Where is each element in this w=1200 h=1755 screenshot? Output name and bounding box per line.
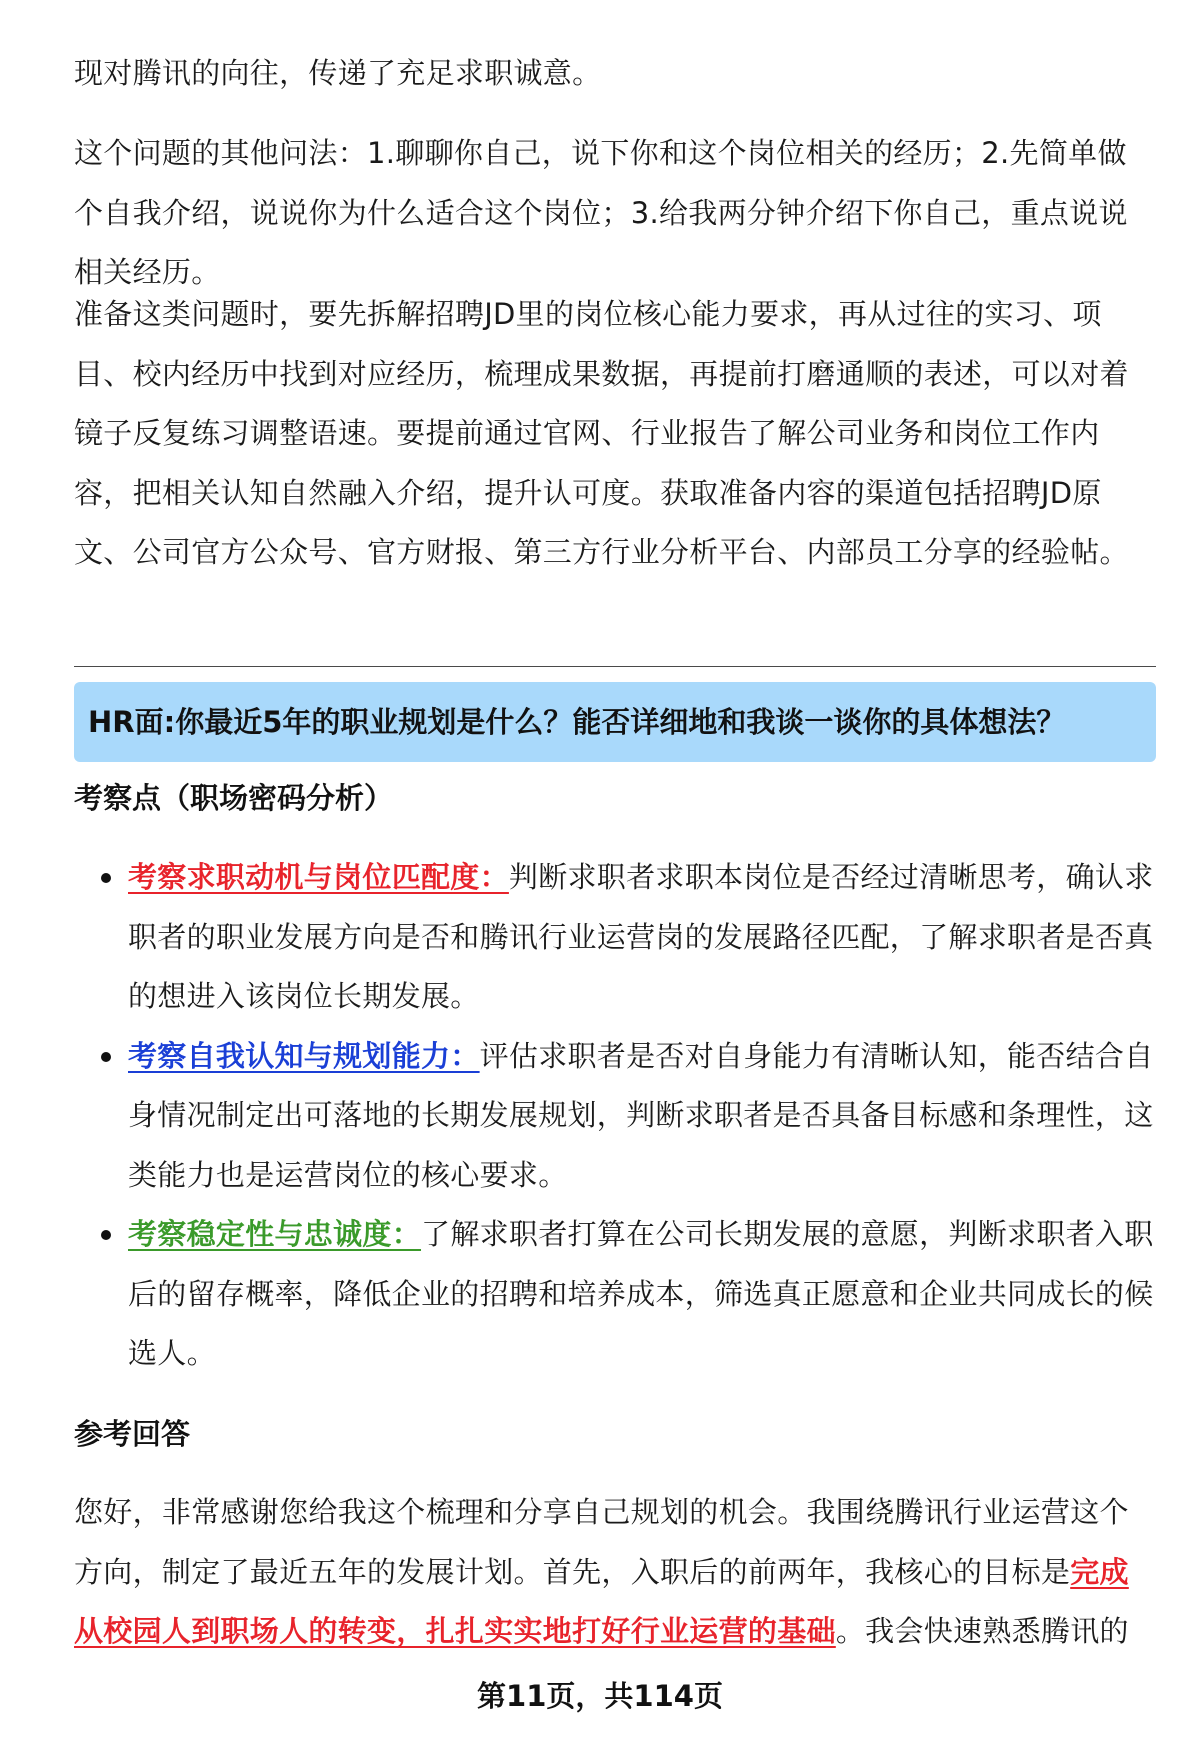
paragraph-intro-end: 现对腾讯的向往，传递了充足求职诚意。	[74, 56, 602, 90]
bullet-text: 了解求职者打算在公司长期发展的意愿，判断求职者入职后的留存概率，降低企业的招聘和培养成本，筛选真正愿意和企业共同成长的候选人。	[128, 1217, 1154, 1370]
bullet-keyword: 考察稳定性与忠诚度：	[128, 1217, 422, 1251]
paragraph-reference-answer	[74, 1483, 1154, 1662]
answer-text-end: 。我会快速熟悉腾讯的	[835, 1614, 1129, 1648]
answer-text-start: 您好，非常感谢您给我这个梳理和分享自己规划的机会。我围绕腾讯行业运营这个方向，制定了最近五年的发展计划。首先，入职后的前两年，我核心的目标是	[74, 1495, 1129, 1589]
bullet-keyword: 考察求职动机与岗位匹配度：	[128, 860, 509, 894]
answer-highlight: 完成从校园人到职场人的转变，扎扎实实地打好行业运营的基础	[74, 1554, 1129, 1648]
page-number: 第11页，共114页	[477, 1679, 723, 1713]
question-banner	[74, 682, 1156, 762]
list-item	[128, 1027, 1156, 1206]
assessment-points-list	[128, 848, 1156, 1384]
bullet-text: 评估求职者是否对自身能力有清晰认知，能否结合自身情况制定出可落地的长期发展规划，判断求职者是否具备目标感和条理性，这类能力也是运营岗位的核心要求。	[128, 1038, 1154, 1192]
bullet-keyword: 考察自我认知与规划能力：	[128, 1038, 480, 1073]
section-divider	[74, 666, 1156, 667]
heading-reference-answer: 参考回答	[74, 1417, 191, 1451]
bullet-dot-icon	[101, 1052, 111, 1062]
bullet-dot-icon	[101, 1230, 111, 1240]
list-item	[128, 848, 1156, 1027]
question-title: HR面:你最近5年的职业规划是什么？能否详细地和我谈一谈你的具体想法？	[88, 705, 1066, 739]
bullet-dot-icon	[101, 873, 111, 883]
paragraph-other-phrasings: 这个问题的其他问法：1.聊聊你自己，说下你和这个岗位相关的经历；2.先简单做个自我介绍，说说你为什么适合这个岗位；3.给我两分钟介绍下你自己，重点说说相关经历。	[74, 136, 1128, 289]
heading-assessment-points: 考察点（职场密码分析）	[74, 781, 394, 815]
paragraph-preparation-tips: 准备这类问题时，要先拆解招聘JD里的岗位核心能力要求，再从过往的实习、项目、校内经历中找到对应经历，梳理成果数据，再提前打磨通顺的表述，可以对着镜子反复练习调整语速。要提前通过官网、行业报告了解公司业务和岗位工作内容，把相关认知自然融入介绍，提升认可度。获取准备内容的渠道包括招聘JD原文、公司官方公众号、官方财报、第三方行业分析平台、内部员工分享的经验帖。	[74, 297, 1129, 569]
bullet-text: 判断求职者求职本岗位是否经过清晰思考，确认求职者的职业发展方向是否和腾讯行业运营岗的发展路径匹配，了解求职者是否真的想进入该岗位长期发展。	[128, 860, 1154, 1013]
list-item	[128, 1205, 1156, 1384]
